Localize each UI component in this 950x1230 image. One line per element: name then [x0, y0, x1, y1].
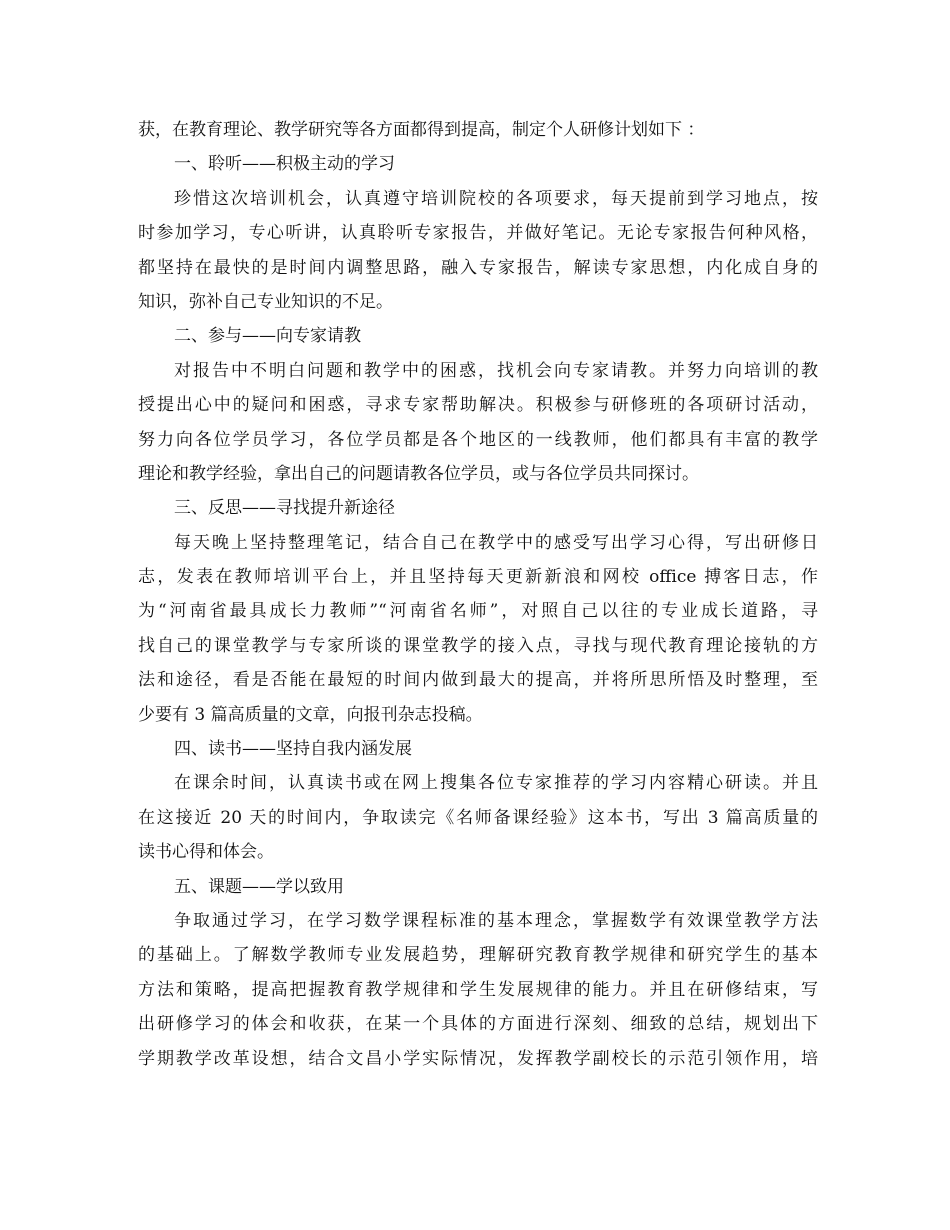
paragraph-line: 读书心得和体会。 [138, 842, 274, 863]
paragraph-line: 找自己的课堂教学与专家所谈的课堂教学的接入点，寻找与现代教育理论接轨的方 [138, 635, 818, 656]
paragraph-line: 在课余时间，认真读书或在网上搜集各位专家推荐的学习内容精心研读。并且 [174, 773, 818, 794]
paragraph-line: 知识，弥补自己专业知识的不足。 [138, 291, 393, 312]
paragraph-line: 争取通过学习，在学习数学课程标准的基本理念，掌握数学有效课堂教学方法 [174, 910, 818, 931]
section-heading-participate: 二、参与——向专家请教 [174, 326, 361, 347]
paragraph-line: 都坚持在最快的是时间内调整思路，融入专家报告，解读专家思想，内化成自身的 [138, 257, 818, 278]
paragraph-line: 的基础上。了解数学教师专业发展趋势，理解研究教育教学规律和研究学生的基本 [138, 945, 818, 966]
paragraph-line: 志，发表在教师培训平台上，并且坚持每天更新新浪和网校 office 搏客日志，作 [138, 567, 818, 588]
paragraph-line: 努力向各位学员学习，各位学员都是各个地区的一线教师，他们都具有丰富的教学 [138, 429, 818, 450]
paragraph-line: 方法和策略，提高把握教育教学规律和学生发展规律的能力。并且在研修结束，写 [138, 979, 818, 1000]
paragraph-line: 出研修学习的体会和收获，在某一个具体的方面进行深刻、细致的总结，规划出下 [138, 1014, 818, 1035]
paragraph-line: 为“河南省最具成长力教师”“河南省名师”，对照自己以往的专业成长道路，寻 [138, 601, 818, 622]
paragraph-line: 学期教学改革设想，结合文昌小学实际情况，发挥教学副校长的示范引领作用，培 [138, 1048, 818, 1069]
paragraph-line: 每天晚上坚持整理笔记，结合自己在教学中的感受写出学习心得，写出研修日 [174, 532, 818, 553]
paragraph-line: 对报告中不明白问题和教学中的困惑，找机会向专家请教。并努力向培训的教 [174, 360, 818, 381]
paragraph-line: 法和途径，看是否能在最短的时间内做到最大的提高，并将所思所悟及时整理，至 [138, 670, 818, 691]
paragraph-line: 少要有 3 篇高质量的文章，向报刊杂志投稿。 [138, 704, 483, 725]
section-heading-reflect: 三、反思——寻找提升新途径 [174, 498, 395, 519]
paragraph-line: 授提出心中的疑问和困惑，寻求专家帮助解决。积极参与研修班的各项研讨活动， [138, 395, 818, 416]
section-heading-topic: 五、课题——学以致用 [174, 876, 344, 897]
paragraph-line: 理论和教学经验，拿出自己的问题请教各位学员，或与各位学员共同探讨。 [138, 463, 699, 484]
document-body [138, 113, 818, 1076]
paragraph-line: 获，在教育理论、教学研究等各方面都得到提高，制定个人研修计划如下 ： [138, 120, 705, 140]
section-heading-read: 四、读书——坚持自我内涵发展 [174, 739, 412, 760]
paragraph-line: 在这接近 20 天的时间内，争取读完《名师备课经验》这本书，写出 3 篇高质量的 [138, 807, 818, 828]
section-heading-listen: 一、聆听——积极主动的学习 [174, 154, 395, 175]
paragraph-line: 时参加学习，专心听讲，认真聆听专家报告，并做好笔记。无论专家报告何种风格， [138, 223, 818, 244]
paragraph-line: 珍惜这次培训机会，认真遵守培训院校的各项要求，每天提前到学习地点，按 [174, 188, 818, 209]
